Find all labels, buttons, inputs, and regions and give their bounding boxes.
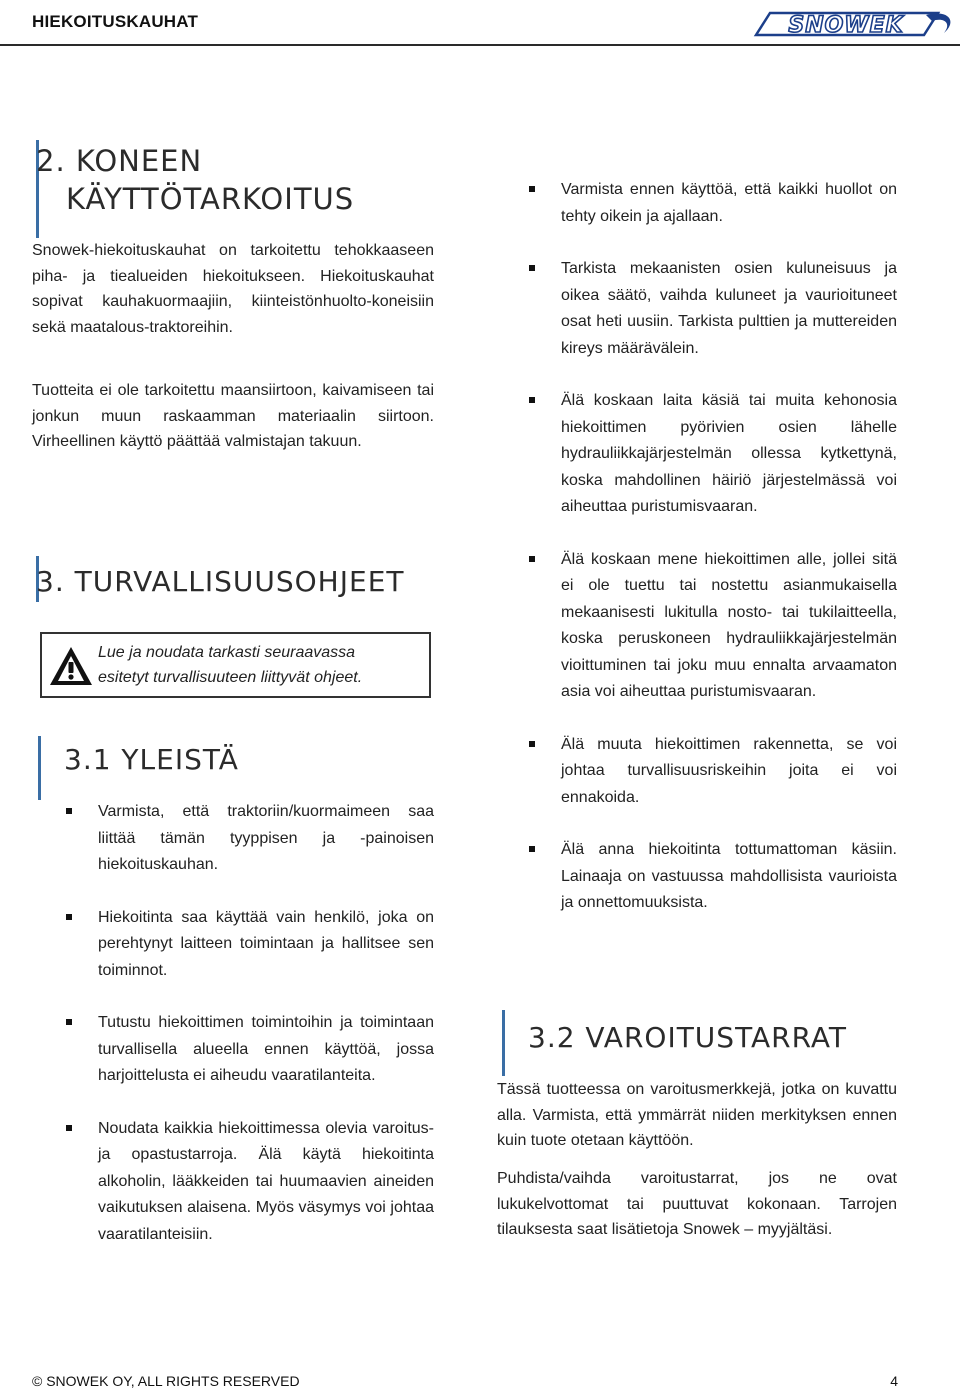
warning-text-line-2: esitetyt turvallisuuteen liittyvät ohjeet.	[98, 669, 363, 686]
list-item-text: Tarkista mekaanisten osien kuluneisuus ja oikea säätö, vaihda kuluneet ja vaurioituneet osat heti uusiin. Tarkista pulttien ja muttereiden kireys määrävälein.	[561, 260, 897, 357]
list-item-text: Älä anna hiekoitinta tottumattoman käsiin. Lainaaja on vastuussa mahdollisista vaurioista ja onnettomuuksista.	[561, 841, 897, 911]
bullet-square-icon	[529, 265, 535, 271]
list-item	[98, 905, 434, 985]
safety-warning-text	[98, 640, 362, 690]
list-item	[561, 732, 897, 812]
list-item	[98, 1116, 434, 1249]
section-3-2-heading: 3.2 VAROITUSTARRAT	[528, 1021, 848, 1054]
bullet-square-icon	[529, 741, 535, 747]
list-item	[561, 177, 897, 230]
section-3-heading: 3. TURVALLISUUSOHJEET	[36, 565, 405, 598]
list-item-text: Hiekoitinta saa käyttää vain henkilö, joka on perehtynyt laitteen toimintaan ja hallitsee sen toiminnot.	[98, 908, 434, 979]
header-title: HIEKOITUSKAUHAT	[32, 12, 199, 31]
page-number: 4	[890, 1373, 898, 1389]
bullet-square-icon	[529, 556, 535, 562]
bullet-square-icon	[529, 397, 535, 403]
bullet-square-icon	[66, 914, 72, 920]
warning-text-line-1: Lue ja noudata tarkasti seuraavassa	[98, 644, 356, 661]
list-item	[561, 547, 897, 706]
list-item	[98, 1010, 434, 1090]
list-item-text: Varmista, että traktoriin/kuormaimeen saa liittää tämän tyyppisen ja -painoisen hiekoituskauhan.	[98, 803, 434, 873]
list-item-text: Älä koskaan laita käsiä tai muita kehonosia hiekoittimen pyörivien osien lähelle hydrauliikkajärjestelmän ollessa kytkettynä, koska mahdollinen häiriö järjestelmässä voi aiheuttaa puristumisvaaran.	[561, 392, 897, 515]
list-item-text: Varmista ennen käyttöä, että kaikki huollot on tehty oikein ja ajallaan.	[561, 181, 897, 225]
section-accent-bar	[502, 1010, 505, 1076]
section-2	[36, 140, 436, 240]
section-2-heading-line1: 2. KONEEN	[36, 144, 203, 178]
list-item-text: Tutustu hiekoittimen toimintoihin ja toimintaan turvallisella alueella ennen käyttöä, jossa harjoittelusta ei aiheudu vaaratilanteita.	[98, 1014, 434, 1084]
list-item	[561, 837, 897, 917]
section-3-1	[38, 736, 438, 802]
section-accent-bar	[38, 736, 41, 800]
bullet-square-icon	[66, 1125, 72, 1131]
bullet-square-icon	[529, 186, 535, 192]
snowek-logo	[748, 5, 958, 43]
warning-triangle-icon	[48, 644, 94, 688]
section-3-1-heading: 3.1 YLEISTÄ	[64, 743, 239, 776]
general-safety-list	[98, 799, 434, 1274]
list-item-text: Älä koskaan mene hiekoittimen alle, jollei sitä ei ole tuettu tai nostettu asianmukaisella mekaanisesti lukitulla nosto- tai tukilaitteella, koska peruskoneen hydrauliikkajärjestelmän vioittuminen tai joku muu ennalta arvaamaton asia voi aiheuttaa puristumisvaaran.	[561, 550, 897, 700]
list-item	[561, 256, 897, 362]
bullet-square-icon	[66, 808, 72, 814]
section-2-paragraph-2: Tuotteita ei ole tarkoitettu maansiirtoon, kaivamiseen tai jonkun muun raskaamman materiaalin siirtoon. Virheellinen käyttö päättää valmistajan takuun.	[32, 382, 434, 450]
list-item	[98, 799, 434, 879]
bullet-square-icon	[529, 846, 535, 852]
section-3	[36, 556, 436, 604]
page-header	[0, 0, 960, 46]
section-2-heading-line2: KÄYTTÖTARKOITUS	[66, 182, 355, 216]
copyright-text: © SNOWEK OY, ALL RIGHTS RESERVED	[32, 1373, 300, 1389]
section-2-paragraph-1: Snowek-hiekoituskauhat on tarkoitettu tehokkaaseen piha- ja tiealueiden hiekoitukseen. Hiekoituskauhat sopivat kauhakuormaajiin, kiinteistönhuolto-koneisiin sekä maatalous-traktoreihin.	[32, 242, 434, 336]
right-safety-list	[561, 177, 897, 943]
safety-warning-box	[40, 632, 431, 698]
section-3-2-paragraph-1: Tässä tuotteessa on varoitusmerkkejä, jotka on kuvattu alla. Varmista, että ymmärrät niiden merkityksen ennen kuin tuote otetaan käyttöön.	[497, 1081, 897, 1149]
list-item-text: Älä muuta hiekoittimen rakennetta, se voi johtaa turvallisuusriskeihin joita ei voi ennakoida.	[561, 735, 897, 806]
list-item	[561, 388, 897, 521]
bullet-square-icon	[66, 1019, 72, 1025]
list-item-text: Noudata kaikkia hiekoittimessa olevia varoitus- ja opastustarroja. Älä käytä hiekoitinta alkoholin, lääkkeiden tai huumaavien aineiden vaikutuksen alaisena. Myös väsymys voi johtaa vaaratilanteisiin.	[98, 1119, 434, 1243]
section-3-2	[502, 1010, 902, 1078]
svg-text:SNOWEK: SNOWEK	[788, 13, 904, 38]
section-3-2-paragraph-2: Puhdista/vaihda varoitustarrat, jos ne ovat lukukelvottomat tai puuttuvat kokonaan. Tarrojen tilauksesta saat lisätietoja Snowek – myyjältäsi.	[497, 1170, 897, 1238]
